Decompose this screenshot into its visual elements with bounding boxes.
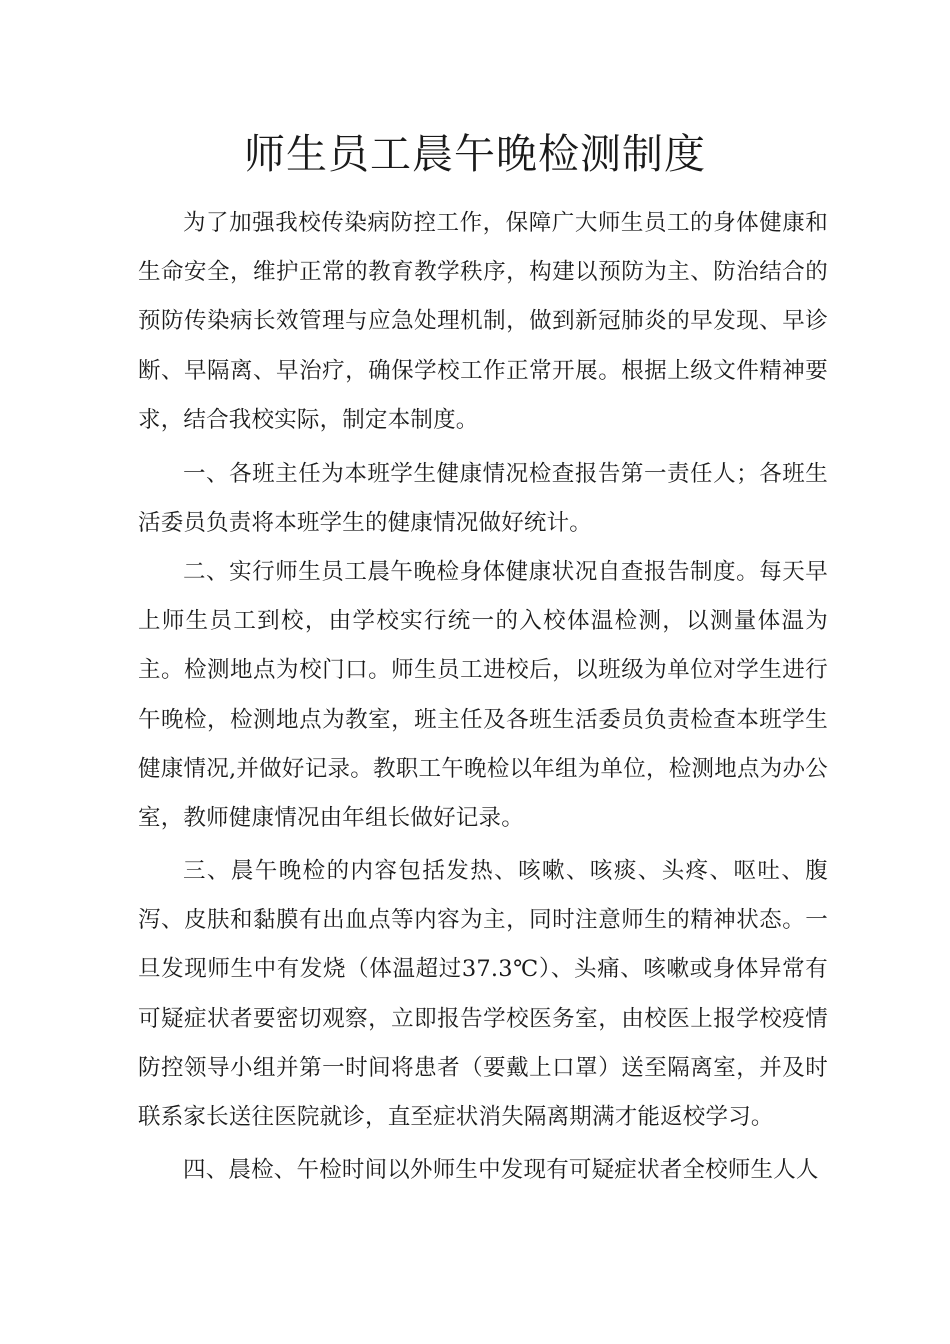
paragraph-section-two: 二、实行师生员工晨午晚检身体健康状况自查报告制度。每天早上师生员工到校，由学校实行统一的入校体温检测，以测量体温为主。检测地点为校门口。师生员工进校后，以班级为单位对学生进行午晚检，检测地点为教室，班主任及各班生活委员负责检查本班学生健康情况,并做好记录。教职工午晚检以年组为单位，检测地点为办公室，教师健康情况由年组长做好记录。 [138, 559, 828, 832]
document-title: 师生员工晨午晚检测制度 [244, 130, 706, 178]
paragraph-section-four: 四、晨检、午检时间以外师生中发现有可疑症状者全校师生人人 [183, 1157, 819, 1183]
paragraph-intro: 为了加强我校传染病防控工作，保障广大师生员工的身体健康和生命安全，维护正常的教育教学秩序，构建以预防为主、防治结合的预防传染病长效管理与应急处理机制，做到新冠肺炎的早发现、早诊断、早隔离、早治疗，确保学校工作正常开展。根据上级文件精神要求，结合我校实际，制定本制度。 [138, 210, 828, 433]
paragraph-section-three: 三、晨午晚检的内容包括发热、咳嗽、咳痰、头疼、呕吐、腹泻、皮肤和黏膜有出血点等内容为主，同时注意师生的精神状态。一旦发现师生中有发烧（体温超过37.3℃）、头痛、咳嗽或身体异常有可疑症状者要密切观察，立即报告学校医务室，由校医上报学校疫情防控领导小组并第一时间将患者（要戴上口罩）送至隔离室，并及时联系家长送往医院就诊，直至症状消失隔离期满才能返校学习。 [138, 858, 828, 1131]
paragraph-section-one: 一、各班主任为本班学生健康情况检查报告第一责任人；各班生活委员负责将本班学生的健康情况做好统计。 [138, 461, 828, 537]
